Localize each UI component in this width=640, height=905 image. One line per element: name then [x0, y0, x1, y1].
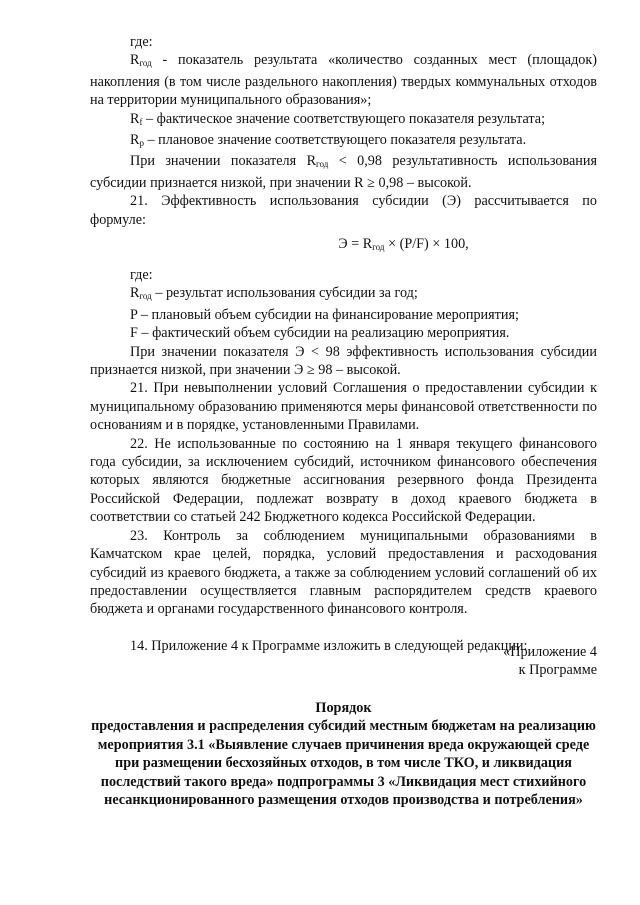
- symbol-letter: R: [130, 132, 140, 149]
- definition-r-god-usage: [90, 284, 597, 305]
- definition-text: – результат использования субсидии за год;: [151, 285, 418, 302]
- symbol-letter: R: [130, 110, 140, 127]
- formula-subscript: год: [372, 242, 385, 253]
- definition-r-p: [90, 131, 597, 152]
- symbol-letter: R: [130, 52, 140, 69]
- paragraph-23-control: 23. Контроль за соблюдением муниципальными образованиями в Камчатском крае целей, порядка, условий предоставления и расходования субсидий из краевого бюджета, а также за соблюдением условий соглашений об их предоставлении осуществляется главным распорядителем средств краевого бюджета и органами государственного финансового контроля.: [90, 527, 597, 618]
- where-label-2: где:: [130, 267, 153, 283]
- efficiency-threshold-paragraph: При значении показателя Э < 98 эффективность использования субсидии признается низкой, при значении Э ≥ 98 – высокой.: [90, 343, 597, 379]
- paragraph-21-measures: 21. При невыполнении условий Соглашения о предоставлении субсидии к муниципальному образованию применяются меры финансовой ответственности по основаниям и в порядке, установленными Правилами.: [90, 380, 597, 434]
- paragraph-21-formula-intro: 21. Эффективность использования субсидии (Э) рассчитывается по формуле:: [90, 193, 597, 228]
- symbol-subscript: год: [139, 58, 152, 69]
- symbol-subscript: f: [139, 116, 143, 127]
- symbol-subscript: год: [139, 291, 152, 302]
- paragraph-14-appendix: 14. Приложение 4 к Программе изложить в следующей редакции:: [130, 637, 528, 654]
- definition-r-god-result: [90, 51, 597, 109]
- symbol-subscript: р: [139, 138, 144, 149]
- procedure-title-body: предоставления и распределения субсидий местным бюджетам на реализацию мероприятия 3.1 «Выявление случаев причинения вреда окружающей среде при размещении бесхозяйных отходов, в том числе ТКО, и ликвидация последствий такого вреда» подпрограммы 3 «Ликвидация мест стихийного несанкционированного размещения отходов производства и потребления»: [91, 718, 596, 809]
- efficiency-formula: [90, 235, 597, 256]
- appendix-line-1: «Приложение 4: [503, 644, 597, 660]
- top-block: [90, 33, 597, 256]
- definition-text: – фактическое значение соответствующего показателя результата;: [142, 110, 546, 127]
- result-threshold-paragraph: [90, 152, 597, 192]
- threshold-text: < 0,98 результативность использования субсидии признается низкой, при значении R ≥ 0,98 – высокой.: [90, 153, 597, 191]
- definition-r-f: [90, 110, 597, 131]
- appendix-reference: [90, 643, 597, 680]
- procedure-heading: Порядок: [315, 700, 372, 716]
- definition-text: - показатель результата «количество созданных мест (площадок) накопления (в том числе раздельного накопления) твердых коммунальных отходов на территории муниципального образования»;: [90, 52, 597, 109]
- formula-right: × (P/F) × 100,: [384, 236, 469, 253]
- middle-block: [90, 266, 597, 655]
- definition-text: – плановое значение соответствующего показателя результата.: [143, 132, 527, 149]
- paragraph-22-return: 22. Не использованные по состоянию на 1 января текущего финансового года субсидии, за исключением субсидий, источником финансового обеспечения которых являются бюджетные ассигнования резервного фонда Президента Российской Федерации, подлежат возврату в доход краевого бюджета в соответствии со статьей 242 Бюджетного кодекса Российской Федерации.: [90, 435, 597, 526]
- definition-f: F – фактический объем субсидии на реализацию мероприятия.: [130, 325, 510, 342]
- symbol-letter: R: [130, 285, 140, 302]
- appendix-line-2: к Программе: [518, 662, 597, 679]
- symbol-subscript: год: [316, 159, 329, 170]
- formula-left: Э = R: [338, 236, 373, 253]
- procedure-title: [90, 699, 597, 809]
- where-label-1: где:: [130, 34, 153, 50]
- threshold-prefix: При значении показателя R: [130, 153, 317, 170]
- definition-p: P – плановый объем субсидии на финансирование мероприятия;: [130, 306, 519, 323]
